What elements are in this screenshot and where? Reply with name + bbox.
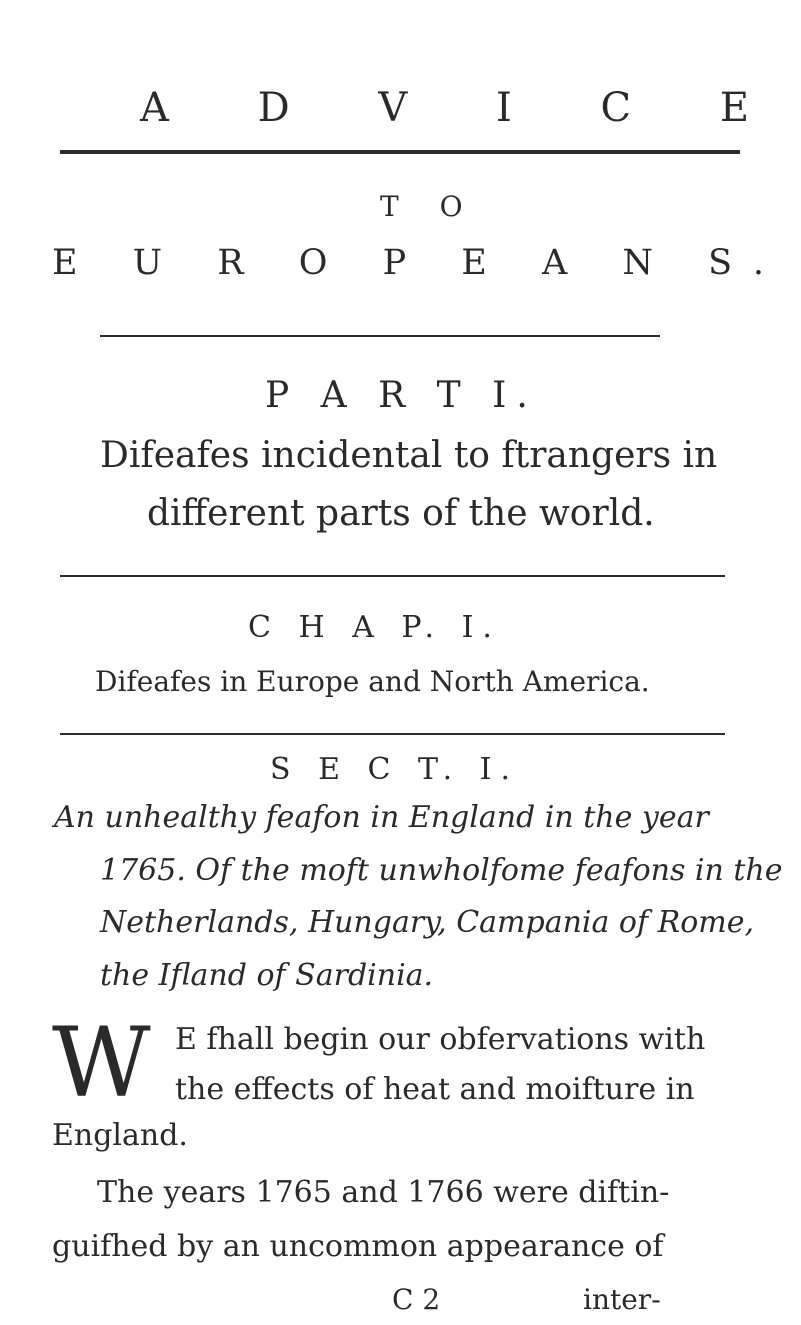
chapter-heading: C H A P. I. [248, 610, 501, 645]
top-rule [60, 150, 740, 154]
body-line-5: guifhed by an uncommon appearance of [52, 1229, 664, 1264]
section-summary-line-3: Netherlands, Hungary, Campania of Rome, [100, 905, 755, 940]
title-europeans: E U R O P E A N S. [52, 243, 786, 283]
catchword: inter- [583, 1283, 661, 1316]
body-line-2: the effects of heat and moifture in [175, 1072, 695, 1107]
chapter-subtitle: Difeafes in Europe and North America. [95, 665, 650, 698]
drop-cap: W [52, 1007, 151, 1119]
body-line-3: England. [52, 1118, 188, 1153]
section-heading: S E C T. I. [270, 752, 520, 787]
body-line-1: E fhall begin our obfervations with [175, 1022, 706, 1057]
signature-mark-visible: C 2 [392, 1283, 441, 1316]
part-heading: P A R T I. [265, 375, 538, 416]
section-summary-line-4: the Ifland of Sardinia. [100, 958, 434, 993]
body-line-4: The years 1765 and 1766 were diftin- [97, 1175, 670, 1210]
chapter-rule [60, 733, 725, 735]
section-summary-line-1: An unhealthy feafon in England in the year [54, 800, 709, 835]
section-summary-line-2: 1765. Of the moft unwholfome feafons in the [100, 853, 783, 888]
part-subtitle-line-2: different parts of the world. [147, 493, 655, 534]
part-rule [60, 575, 725, 577]
part-subtitle-line-1: Difeafes incidental to ftrangers in [100, 435, 718, 476]
title-advice: A D V I C E [140, 85, 788, 131]
title-rule [100, 335, 660, 337]
title-to: T O [380, 190, 479, 223]
